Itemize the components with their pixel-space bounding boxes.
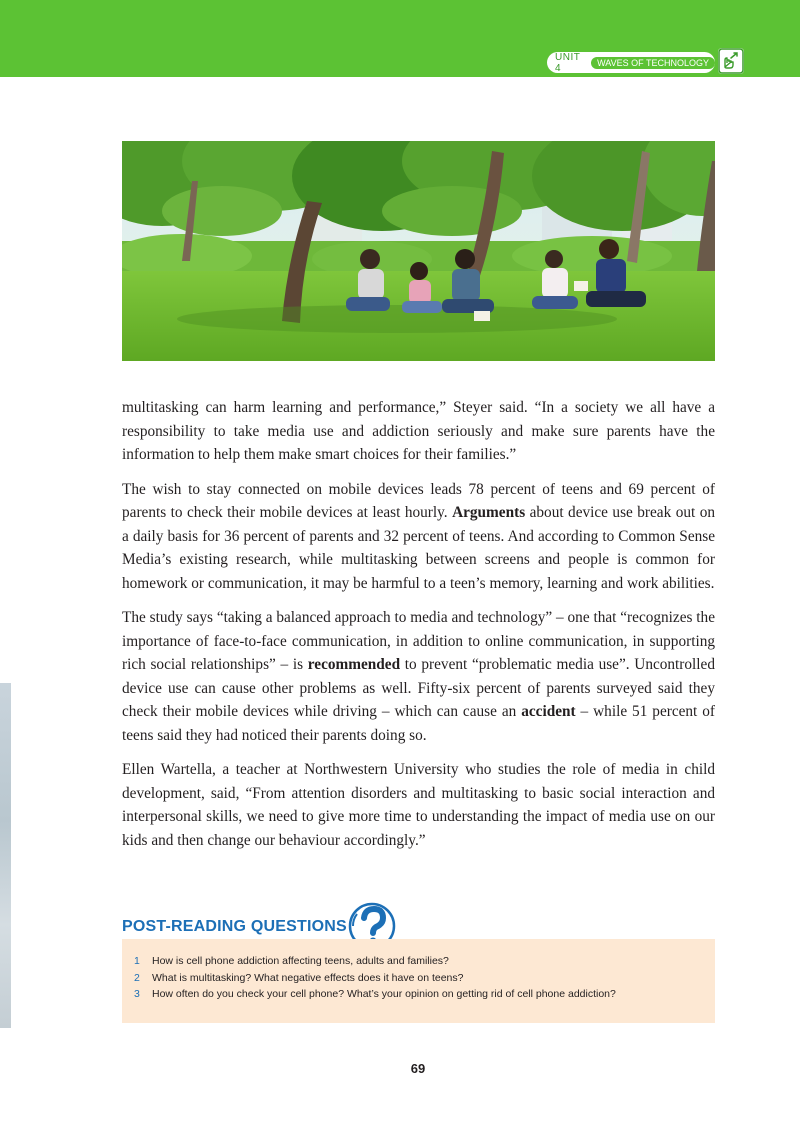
paragraph: The study says “taking a balanced approach to media and technology” – one that “recognizes the importance of face-to-face communication, in addition to online communication, in supporting rich social relationships” – is recommended to prevent “problematic media use”. Uncontrolled device use can cause other problems as well. Fifty-six percent of parents surveyed said they check their mobile devices while driving – which can cause an accident – while 51 percent of teens said they had noticed their parents doing so. <box>122 609 715 744</box>
unit-label: UNIT 4 <box>555 51 581 74</box>
question-item <box>134 953 715 970</box>
paragraph: Ellen Wartella, a teacher at Northwestern University who studies the role of media in child development, said, “From attention disorders and multitasking to basic social interaction and interpersonal skills, we need to give more time to understanding the impact of media use on our kids and then change our behaviour accordingly.” <box>122 761 715 849</box>
question-number: 3 <box>134 988 140 1000</box>
paragraph: The wish to stay connected on mobile devices leads 78 percent of teens and 69 percent of parents to check their mobile devices at least hourly. Arguments about device use break out on a daily basis for 36 percent of parents and 32 percent of teens. And according to Common Sense Media’s existing research, while multitasking between screens and people is common for homework or communication, it may be harmful to a teen’s memory, learning and work abilities. <box>122 480 715 592</box>
question-list <box>122 939 715 1003</box>
question-text: How is cell phone addiction affecting teens, adults and families? <box>152 955 449 967</box>
page-number: 69 <box>410 1061 426 1076</box>
article-body <box>122 396 715 863</box>
vocab-word: recommended <box>307 656 401 673</box>
vocab-word: Arguments <box>452 504 526 521</box>
post-reading-heading: POST-READING QUESTIONS <box>122 918 347 935</box>
question-number: 1 <box>134 955 140 967</box>
unit-theme: WAVES OF TECHNOLOGY <box>591 57 715 69</box>
post-reading-box <box>122 939 715 1023</box>
question-number: 2 <box>134 971 140 984</box>
unit-badge <box>547 52 715 73</box>
students-sitting-on-grass-photo <box>122 141 715 361</box>
vocab-word: accident <box>521 703 576 720</box>
question-item <box>134 986 715 1003</box>
question-text: How often do you check your cell phone? What’s your opinion on getting rid of cell phone addiction? <box>152 988 616 1000</box>
question-text: What is multitasking? What negative effects does it have on teens? <box>152 971 464 984</box>
paragraph: multitasking can harm learning and performance,” Steyer said. “In a society we all have a responsibility to take media use and addiction seriously and make sure parents have the information to help them make smart choices for their families.” <box>122 399 715 463</box>
hand-pointer-tech-icon <box>718 48 744 74</box>
header-band <box>0 0 800 77</box>
question-item <box>134 970 715 987</box>
margin-photo-strip <box>0 683 11 1028</box>
